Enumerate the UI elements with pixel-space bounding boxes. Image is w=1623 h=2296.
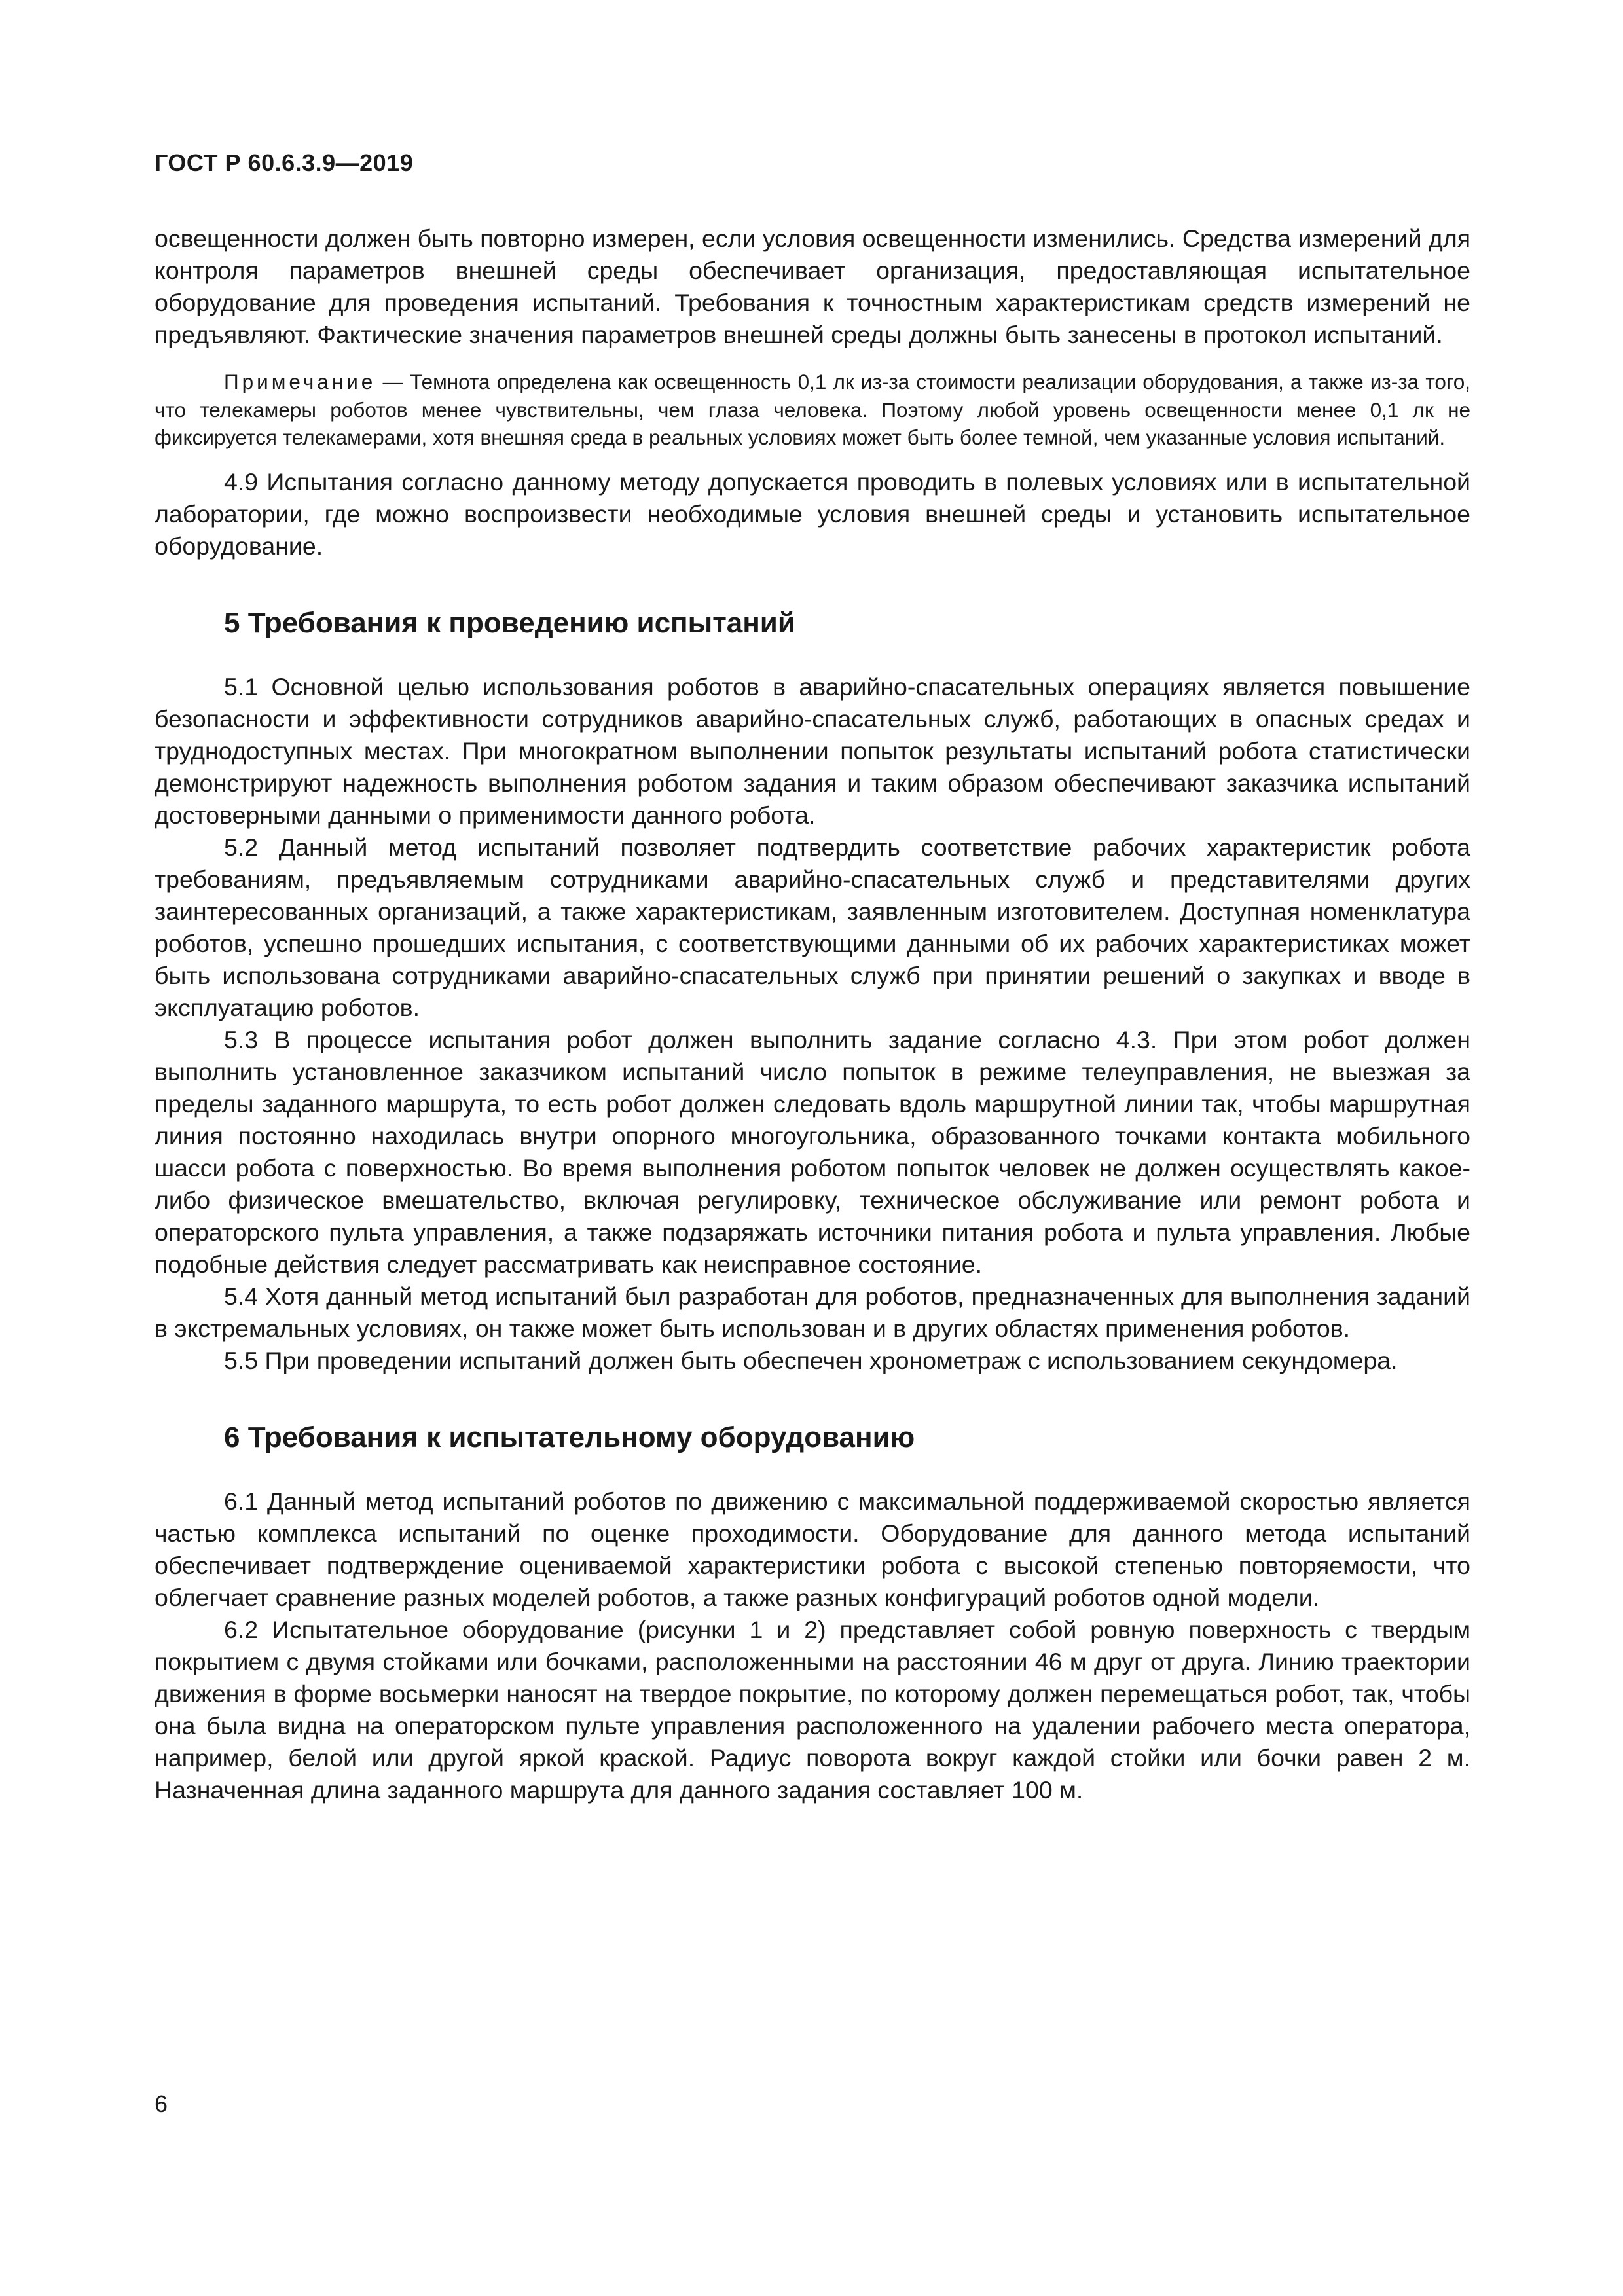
document-header: ГОСТ Р 60.6.3.9—2019 [155,149,414,176]
paragraph-4-9: 4.9 Испытания согласно данному методу допускается проводить в полевых условиях или в испытательной лаборатории, где можно воспроизвести необходимые условия внешней среды и установить испытательное оборудование. [155,467,1470,560]
paragraph-5-2: 5.2 Данный метод испытаний позволяет подтвердить соответствие рабочих характеристик робота требованиям, предъявляемым сотрудниками аварийно-спасательных служб и представителями других заинтересованных организаций, а также характеристикам, заявленным изготовителем. Доступная номенклатура роботов, успешно прошедших испытания, с соответствующими данными об их рабочих характеристиках может быть использована сотрудниками аварийно-спасательных служб при принятии решений о закупках и вводе в эксплуатацию роботов. [155,833,1470,1021]
section-6-title: 6 Требования к испытательному оборудованию [224,1421,915,1453]
document-body [155,223,1470,1806]
note-paragraph [155,368,1470,452]
paragraph-5-4: 5.4 Хотя данный метод испытаний был разработан для роботов, предназначенных для выполнения заданий в экстремальных условиях, он также может быть использован и в других областях применения роботов. [155,1282,1470,1342]
paragraph-6-1: 6.1 Данный метод испытаний роботов по движению с максимальной поддерживаемой скоростью является частью комплекса испытаний по оценке проходимости. Оборудование для данного метода испытаний обеспечивает подтверждение оцениваемой характеристики робота с высокой степенью повторяемости, что облегчает сравнение разных моделей роботов, а также разных конфигураций роботов одной модели. [155,1487,1470,1611]
section-5-title: 5 Требования к проведению испытаний [224,606,795,639]
paragraph-5-5: 5.5 При проведении испытаний должен быть обеспечен хронометраж с использованием секундомера. [224,1346,1398,1374]
page-number: 6 [155,2090,168,2117]
paragraph-5-1: 5.1 Основной целью использования роботов в аварийно-спасательных операциях является повышение безопасности и эффективности сотрудников аварийно-спасательных служб, работающих в опасных средах и труднодоступных местах. При многократном выполнении попыток результаты испытаний робота статистически демонстрируют надежность выполнения роботом задания и таким образом обеспечивают заказчика испытаний достоверными данными о применимости данного робота. [155,672,1470,829]
note-text: — Темнота определена как освещенность 0,1 лк из-за стоимости реализации оборудования, а также из-за того, что телекамеры роботов менее чувствительны, чем глаза человека. Поэтому любой уровень освещенности менее 0,1 лк не фиксируется телекамерами, хотя внешняя среда в реальных условиях может быть более темной, чем указанные условия испытаний. [155,370,1470,449]
paragraph-intro-continuation: освещенности должен быть повторно измерен, если условия освещенности изменились. Средства измерений для контроля параметров внешней среды обеспечивает организация, предоставляющая испытательное оборудование для проведения испытаний. Требования к точностным характеристикам средств измерений не предъявляют. Фактические значения параметров внешней среды должны быть занесены в протокол испытаний. [155,225,1471,348]
paragraph-6-2: 6.2 Испытательное оборудование (рисунки 1 и 2) представляет собой ровную поверхность с твердым покрытием с двумя стойками или бочками, расположенными на расстоянии 46 м друг от друга. Линию траектории движения в форме восьмерки наносят на твердое покрытие, по которому должен перемещаться робот, так, чтобы она была видна на операторском пульте управления расположенного на удалении рабочего места оператора, например, белой или другой яркой краской. Радиус поворота вокруг каждой стойки или бочки равен 2 м. Назначенная длина заданного маршрута для данного задания составляет 100 м. [155,1615,1470,1804]
note-label: Примечание [224,370,376,393]
paragraph-5-3: 5.3 В процессе испытания робот должен выполнить задание согласно 4.3. При этом робот должен выполнить установленное заказчиком испытаний число попыток в режиме телеуправления, не выезжая за пределы заданного маршрута, то есть робот должен следовать вдоль маршрутной линии так, чтобы маршрутная линия постоянно находилась внутри опорного многоугольника, образованного точками контакта мобильного шасси робота с поверхностью. Во время выполнения роботом попыток человек не должен осуществлять какое-либо физическое вмешательство, включая регулировку, техническое обслуживание или ремонт робота и операторского пульта управления, а также подзаряжать источники питания робота и пульта управления. Любые подобные действия следует рассматривать как неисправное состояние. [155,1025,1470,1278]
